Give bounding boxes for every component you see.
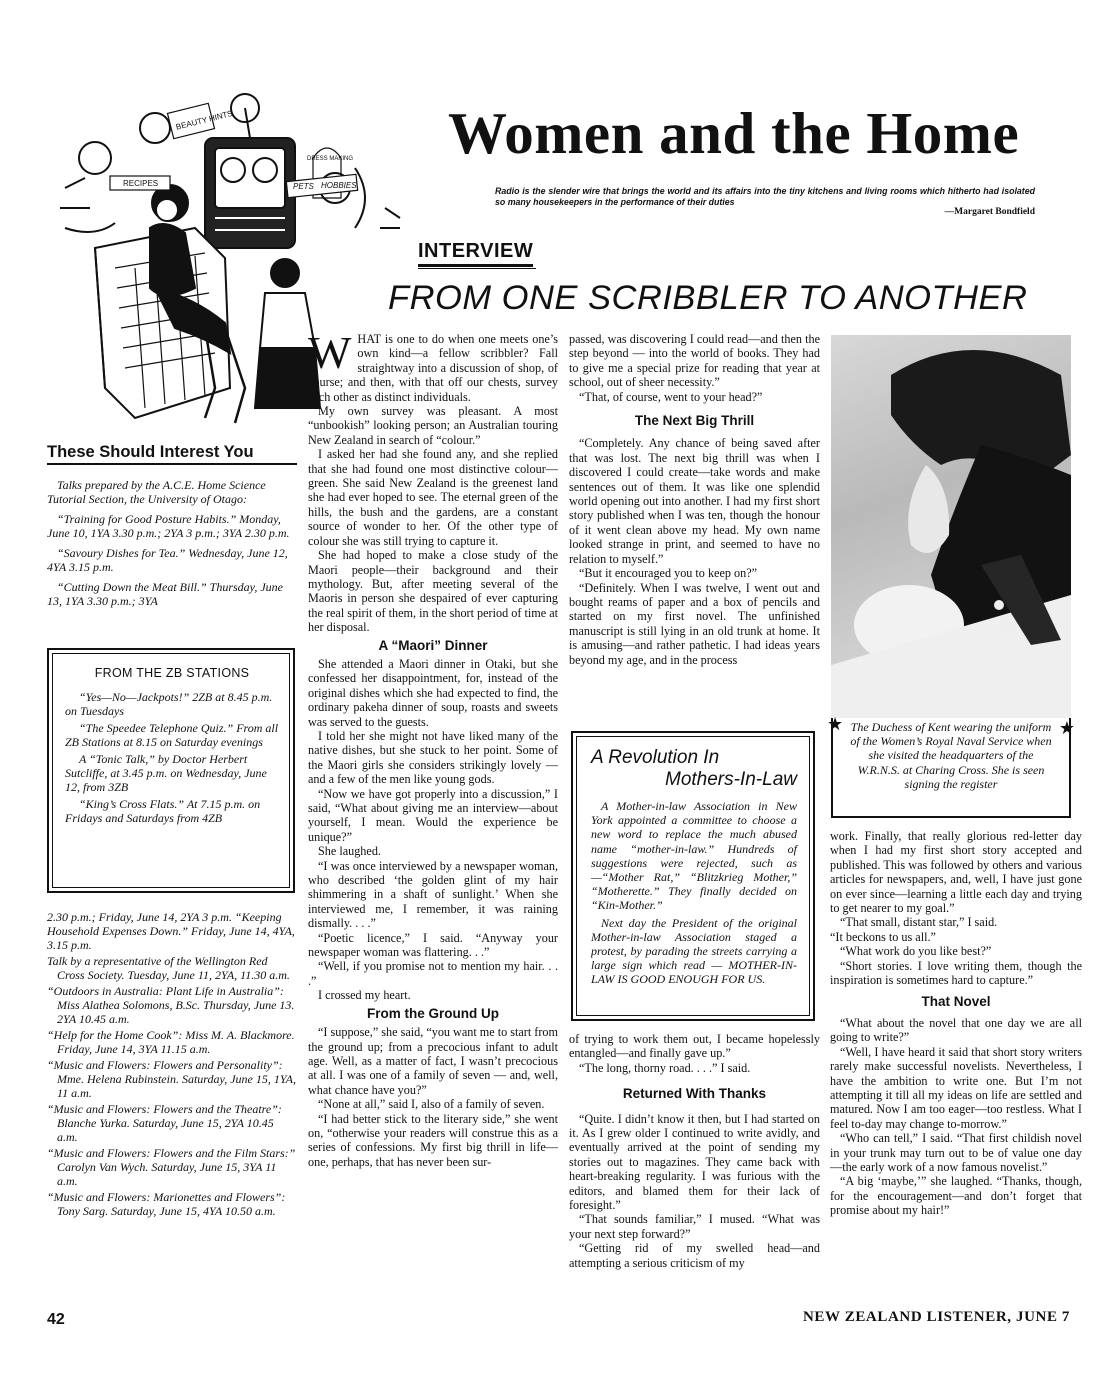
recipes-sign bbox=[110, 176, 170, 190]
list-item: “The Speedee Telephone Quiz.” From all ZB Stations at 8.15 on Saturday evenings bbox=[65, 721, 279, 749]
article-paragraph: “Getting rid of my swelled head—and attempting a serious criticism of my bbox=[569, 1241, 820, 1270]
sidebar-list-bottom bbox=[47, 910, 297, 1218]
article-paragraph: “Short stories. I love writing them, though the inspiration is sometimes hard to capture.” bbox=[830, 958, 1082, 988]
photo-image bbox=[831, 335, 1071, 718]
article-paragraph: work. Finally, that really glorious red-letter day when I had my first short story accepted and published. This was followed by others and various articles for newspapers, and, well, I have just gone on ever since—learning a little each day and trying to get nearer to my goal.” bbox=[830, 829, 1082, 916]
list-item: A “Tonic Talk,” by Doctor Herbert Sutcliffe, at 3.45 p.m. on Wednesday, June 12, from 3ZB bbox=[65, 752, 267, 794]
article-paragraph: “That small, distant star,” I said. bbox=[840, 915, 998, 930]
revolution-paragraph: A Mother-in-law Association in New York appointed a committee to choose a new word to replace the much abused name “mother-in-law.” Hundreds of suggestions were rejected, such as—“Mother Rat,” “Blitzkrieg Mother,” “Motherette.” They finally decided on “Kin-Mother.” bbox=[591, 799, 797, 913]
article-paragraph: “It beckons to us all.” bbox=[830, 929, 936, 944]
list-item: “Help for the Home Cook”: Miss M. A. Blackmore. Friday, June 14, 3YA 11.15 a.m. bbox=[47, 1028, 295, 1056]
article-column-3 bbox=[830, 829, 1082, 1218]
list-item: “Music and Flowers: Marionettes and Flowers”: Tony Sarg. Saturday, June 15, 4YA 10.50 a.m. bbox=[47, 1190, 286, 1218]
article-paragraph: “Now we have got properly into a discussion,” I said, “What about giving me an interview—about yourself, I mean. Would the experience be unique?” bbox=[308, 786, 558, 844]
article-column-2-bottom bbox=[569, 1032, 820, 1270]
sidebar-intro: Talks prepared by the A.C.E. Home Science Tutorial Section, the University of Otago: bbox=[47, 478, 266, 506]
subheading-ground-up: From the Ground Up bbox=[367, 1005, 499, 1021]
sign-dress-making: DRESS MAKING bbox=[307, 156, 354, 162]
list-item: “Training for Good Posture Habits.” Monday, June 10, 1YA 3.30 p.m.; 2YA 3 p.m.; 3YA 2.30 p.m. bbox=[47, 512, 290, 540]
drop-cap: W bbox=[308, 327, 352, 378]
article-paragraph: “I had better stick to the literary side,” she went on, “otherwise your readers will construe this as a series of confessions. My first big thrill in life—one, perhaps, that has never been sur- bbox=[308, 1111, 558, 1169]
list-item: “Music and Flowers: Flowers and Personality”: Mme. Helena Rubinstein. Saturday, June 15, 1YA, 11 a.m. bbox=[47, 1058, 297, 1100]
article-paragraph: “Who can tell,” I said. “That first childish novel in your trunk may turn out to be of value one day—the early work of a now famous novelist.” bbox=[830, 1131, 1082, 1174]
article-paragraph: “Poetic licence,” I said. “Anyway your newspaper woman was flattering. . .” bbox=[308, 930, 558, 960]
pets-hobbies-sign bbox=[286, 174, 357, 197]
article-paragraph: She laughed. bbox=[318, 844, 381, 859]
article-paragraph: “A big ‘maybe,’” she laughed. “Thanks, though, for the encouragement—and don’t forget that promise about my hair!” bbox=[830, 1174, 1082, 1218]
article-paragraph: of trying to work them out, I became hopelessly entangled—and finally gave up.” bbox=[569, 1032, 820, 1061]
zb-box-title: FROM THE ZB STATIONS bbox=[94, 666, 250, 680]
zb-stations-box bbox=[47, 648, 295, 893]
article-column-2-top bbox=[569, 332, 820, 667]
star-icon: ★ bbox=[827, 714, 844, 735]
revolution-title bbox=[591, 747, 797, 791]
article-paragraph: “That, of course, went to your head?” bbox=[579, 389, 763, 404]
subheading-that-novel: That Novel bbox=[921, 994, 991, 1010]
page-number: 42 bbox=[47, 1311, 65, 1328]
article-paragraph: “That sounds familiar,” I mused. “What was your next step forward?” bbox=[569, 1212, 820, 1241]
subheading-next-big-thrill: The Next Big Thrill bbox=[634, 413, 755, 429]
article-paragraph: “I suppose,” she said, “you want me to start from the ground up; from a precocious infant to adult age. Well, as a matter of fact, I wasn’t precocious at all. I was one of a family of seven — and, well, what chance have you?” bbox=[308, 1025, 558, 1097]
list-item: “Yes—No—Jackpots!” 2ZB at 8.45 p.m. on Tuesdays bbox=[65, 690, 273, 718]
star-icon: ★ bbox=[1058, 718, 1075, 739]
list-item: “King’s Cross Flats.” At 7.15 p.m. on Fridays and Saturdays from 4ZB bbox=[65, 797, 261, 825]
revolution-title-line2: Mothers-In-Law bbox=[665, 769, 797, 790]
list-item: “Savoury Dishes for Tea.” Wednesday, June 12, 4YA 3.15 p.m. bbox=[47, 546, 288, 574]
list-item: “Music and Flowers: Flowers and the Theatre”: Blanche Yurka. Saturday, June 15, 2YA 10.45 a.m. bbox=[47, 1102, 282, 1144]
quote-author: —Margaret Bondfield bbox=[944, 207, 1035, 217]
sign-beauty-hints: BEAUTY HINTS bbox=[174, 108, 234, 132]
sidebar-heading: These Should Interest You bbox=[47, 441, 297, 465]
sign-pets: PETS bbox=[293, 182, 314, 191]
article-paragraph: “None at all,” said I, also of a family of seven. bbox=[318, 1097, 545, 1112]
list-item: Talk by a representative of the Wellington Red Cross Society. Tuesday, June 11, 2YA, 11.30 a.m. bbox=[47, 954, 290, 982]
article-paragraph: I asked her had she found any, and she replied that she had found one most distinctive colour—green. She said New Zealand is the greenest land she had ever hoped to see. The eternal green of the hills, the bush and the gardens, are a constant source of wonder to her. Of the other type of colour she was still trying to capture it. bbox=[308, 447, 558, 548]
section-label-rule bbox=[418, 268, 536, 269]
masthead-quote bbox=[495, 186, 1035, 218]
section-label: INTERVIEW bbox=[418, 240, 533, 267]
article-paragraph: I told her she might not have liked many of the native dishes, but she stuck to her point. Some of the Maori girls she considers strikingly lovely — and a few of the men like young gods. bbox=[308, 728, 558, 787]
list-item: 2.30 p.m.; Friday, June 14, 2YA 3 p.m. “Keeping Household Expenses Down.” Friday, June 14, 4YA, 3.15 p.m. bbox=[47, 910, 295, 952]
sign-recipes: RECIPES bbox=[123, 179, 159, 188]
headline: FROM ONE SCRIBBLER TO ANOTHER bbox=[388, 279, 1028, 317]
subheading-returned-with-thanks: Returned With Thanks bbox=[622, 1086, 767, 1102]
article-column-1 bbox=[308, 327, 558, 1169]
photo-caption-box bbox=[827, 714, 1075, 818]
article-paragraph: “But it encouraged you to keep on?” bbox=[579, 566, 758, 581]
revolution-paragraph: Next day the President of the original Mother-in-law Association staged a protest, by parading the streets carrying a large sign which read — MOTHER-IN-LAW IS GOOD ENOUGH FOR US. bbox=[591, 915, 797, 987]
article-paragraph: passed, was discovering I could read—and then the step beyond — into the world of books. They had to give me a special prize for reading that year at school, out of sheer necessity.” bbox=[569, 332, 820, 390]
quote-text: Radio is the slender wire that brings the world and its affairs into the tiny kitchens and living rooms which hitherto had isolated so many housekeepers in the performance of their duties bbox=[495, 186, 1035, 207]
article-paragraph: “The long, thorny road. . . .” I said. bbox=[579, 1060, 751, 1075]
article-paragraph: HAT is one to do when one meets one’s own kind—a fellow scribbler? Fall straightway into a discussion of shop, of course; and then, with that off our chests, survey each other as distinct individuals. bbox=[308, 332, 558, 404]
sidebar-list-top bbox=[47, 478, 297, 608]
page-title: Women and the Home bbox=[448, 100, 1020, 166]
article-paragraph: “Quite. I didn’t know it then, but I had started on it. As I grew older I continued to write avidly, and eventually arrived at the point of sending my stories out to magazines. They came back with heart-breaking regularity. I was furious with the editors, and blamed them for their lack of foresight.” bbox=[569, 1111, 820, 1213]
revolution-title-line1: A Revolution In bbox=[591, 747, 720, 768]
article-paragraph: She attended a Maori dinner in Otaki, but she confessed her disappointment, for, instead of the original dishes which she had expected to find, the ordinary pakeha dinner of soup, roasts and sweets was served to the guests. bbox=[308, 656, 558, 729]
article-paragraph: “What work do you like best?” bbox=[840, 944, 992, 959]
article-paragraph: She had hoped to make a close study of the Maori people—their background and their mythology. But, after meeting several of the Maoris in person she despaired of ever capturing the real spirit of them, in the short period of time at her disposal. bbox=[308, 548, 558, 635]
photo-caption: The Duchess of Kent wearing the uniform of the Women’s Royal Naval Service when she visited the headquarters of the W.R.N.S. at Charing Cross. She is seen signing the register bbox=[850, 720, 1052, 791]
article-paragraph: “Well, I have heard it said that short story writers rarely make successful novelists. Nevertheless, I have the ambition to write one. But I’m not attempting it till all my ideas on life are settled and matured. Now I am too eager—too restless. What I feel to-day may change to-morrow.” bbox=[830, 1044, 1082, 1131]
article-paragraph: I crossed my heart. bbox=[318, 988, 411, 1003]
duchess-photo bbox=[831, 335, 1071, 718]
revolution-box bbox=[571, 731, 815, 1021]
article-paragraph: “Definitely. When I was twelve, I went out and bought reams of paper and a box of pencils and started on my first novel. The unfinished manuscript is still lying in an old trunk at home. It is amusing—and rather pathetic. I had ideas years beyond my age, and in the process bbox=[569, 580, 820, 667]
subheading-maori-dinner: A “Maori” Dinner bbox=[378, 637, 488, 653]
list-item: “Music and Flowers: Flowers and the Film Stars:” Carolyn Van Wych. Saturday, June 15, 3YA 11 a.m. bbox=[47, 1146, 296, 1188]
article-paragraph: “I was once interviewed by a newspaper woman, who described ‘the golden glint of my hair shimmering in a shaft of sunlight.’ When she interviewed me, I remember, it was raining dismally. . . .” bbox=[308, 858, 558, 931]
list-item: “Outdoors in Australia: Plant Life in Australia”: Miss Alathea Solomons, B.Sc. Thursday, June 13. 2YA 10.45 a.m. bbox=[47, 984, 295, 1026]
article-paragraph: “Well, if you promise not to mention my hair. . . .” bbox=[308, 959, 558, 988]
publication-footer: NEW ZEALAND LISTENER, JUNE 7 bbox=[803, 1309, 1070, 1325]
article-paragraph: “Completely. Any chance of being saved after that was lost. The next big thrill was when I discovered I could create—take words and make sentences out of them. It was like one splendid world opening out into another. I had my first short story published when I was ten, though the honour of it went clean above my head. My own name looked strange in print, and seemed to have no relation to myself.” bbox=[569, 436, 820, 566]
beauty-hints-sign bbox=[167, 103, 233, 138]
article-paragraph: My own survey was pleasant. A most “unbookish” looking person; an Australian touring New Zealand in search of “colour.” bbox=[308, 404, 558, 447]
list-item: “Cutting Down the Meat Bill.” Thursday, June 13, 1YA 3.30 p.m.; 3YA bbox=[47, 580, 284, 608]
dress-making-sign bbox=[307, 156, 353, 162]
sign-hobbies: HOBBIES bbox=[321, 181, 357, 190]
article-paragraph: “What about the novel that one day we are all going to write?” bbox=[830, 1015, 1082, 1045]
